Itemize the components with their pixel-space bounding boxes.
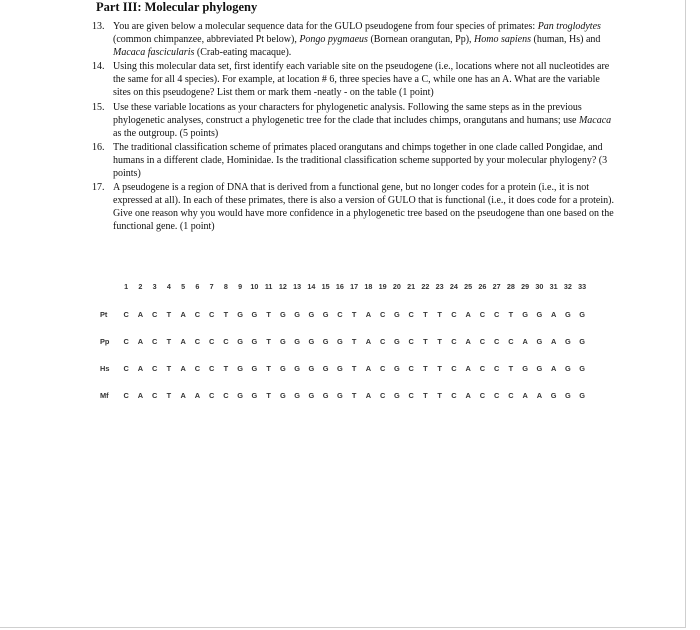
- question-text-segment: Use these variable locations as your characters for phylogenetic analysis. Following the same steps as in the previous phylogenetic analyses, construct a phylogenetic tree for the clade that includes chimps, orangutans and humans; use: [113, 101, 582, 126]
- nucleotide: C: [508, 390, 514, 400]
- nucleotide: C: [123, 363, 129, 373]
- nucleotide: G: [251, 390, 258, 400]
- nucleotide: C: [379, 390, 386, 400]
- nucleotide: T: [223, 363, 229, 373]
- nucleotide: C: [379, 336, 386, 346]
- nucleotide: G: [294, 390, 300, 400]
- nucleotide: C: [151, 390, 158, 400]
- position-number: 8: [223, 281, 228, 291]
- nucleotide: G: [579, 363, 585, 373]
- nucleotide: C: [223, 390, 229, 400]
- nucleotide: C: [493, 390, 500, 400]
- nucleotide: G: [308, 390, 315, 400]
- nucleotide: G: [565, 390, 571, 400]
- nucleotide: G: [394, 390, 400, 400]
- nucleotide: C: [408, 390, 414, 400]
- nucleotide: G: [280, 309, 286, 319]
- species-name: Pan troglodytes: [537, 21, 601, 32]
- nucleotide: G: [394, 309, 400, 319]
- sequence-row-hs: [100, 363, 589, 373]
- nucleotide: G: [536, 309, 543, 319]
- nucleotide: G: [322, 336, 329, 346]
- question-list: [92, 20, 616, 235]
- nucleotide: T: [166, 363, 172, 373]
- nucleotide: A: [465, 336, 471, 346]
- position-number: 14: [307, 281, 316, 291]
- nucleotide: G: [294, 336, 300, 346]
- question-text-segment: A pseudogene is a region of DNA that is derived from a functional gene, but no longer codes for a protein (i.e., it is not expressed at all). In each of these primates, there is also a version of GULO that is functional (i.e., it does code for a protein). Give one reason why you would have more confidence in a phylogenetic tree based on the pseudogene than one based on the functional gene. (1 point): [113, 182, 614, 233]
- question-text: [113, 101, 616, 140]
- nucleotide: G: [237, 363, 243, 373]
- nucleotide: C: [493, 363, 500, 373]
- sequence-row-pt: [100, 309, 589, 319]
- species-label: Hs: [100, 363, 110, 373]
- sequence-row-pp: [100, 336, 589, 346]
- nucleotide: T: [166, 309, 172, 319]
- question-17: [92, 181, 616, 233]
- nucleotide: C: [194, 363, 201, 373]
- question-text: [113, 141, 616, 180]
- question-number: 17.: [92, 182, 105, 194]
- question-13: [92, 20, 616, 59]
- position-number: 18: [364, 281, 373, 291]
- nucleotide: A: [194, 390, 201, 400]
- question-16: [92, 141, 616, 180]
- question-text-segment: (Bornean orangutan, Pp),: [367, 34, 475, 46]
- nucleotide: G: [251, 363, 258, 373]
- nucleotide: A: [365, 336, 372, 346]
- nucleotide: G: [280, 390, 286, 400]
- nucleotide: C: [208, 363, 215, 373]
- nucleotide: C: [493, 336, 500, 346]
- position-number: 4: [166, 281, 171, 291]
- position-number: 12: [278, 281, 287, 291]
- position-number: 24: [449, 281, 458, 291]
- nucleotide: C: [479, 336, 486, 346]
- nucleotide: C: [208, 390, 215, 400]
- nucleotide: C: [479, 363, 486, 373]
- nucleotide: T: [508, 309, 514, 319]
- question-text-segment: (Crab-eating macaque).: [194, 47, 292, 59]
- nucleotide: G: [308, 336, 315, 346]
- nucleotide: C: [151, 309, 158, 319]
- nucleotide: T: [437, 390, 442, 400]
- nucleotide: A: [137, 336, 144, 346]
- nucleotide: C: [151, 363, 158, 373]
- nucleotide: C: [508, 336, 514, 346]
- nucleotide: A: [550, 336, 557, 346]
- nucleotide: C: [451, 363, 457, 373]
- nucleotide: G: [280, 363, 286, 373]
- nucleotide: G: [294, 363, 300, 373]
- position-number: 28: [506, 281, 515, 291]
- question-number: 13.: [92, 21, 105, 32]
- nucleotide: T: [351, 363, 357, 373]
- nucleotide: G: [394, 336, 400, 346]
- nucleotide: T: [266, 363, 271, 373]
- row-spacer: [100, 319, 589, 336]
- position-number: 16: [335, 281, 344, 291]
- position-number: 5: [181, 281, 186, 291]
- nucleotide: C: [451, 336, 457, 346]
- nucleotide: T: [351, 309, 357, 319]
- sequence-row-mf: [100, 390, 589, 400]
- nucleotide: C: [479, 309, 486, 319]
- position-number: 23: [435, 281, 444, 291]
- nucleotide: C: [408, 363, 414, 373]
- nucleotide: A: [550, 363, 557, 373]
- species-label: Pt: [100, 309, 108, 319]
- nucleotide: G: [322, 309, 329, 319]
- nucleotide: G: [579, 336, 585, 346]
- row-spacer: [100, 373, 589, 390]
- nucleotide: G: [579, 390, 585, 400]
- nucleotide: A: [180, 390, 186, 400]
- nucleotide: G: [337, 363, 343, 373]
- nucleotide: G: [522, 309, 528, 319]
- nucleotide: C: [208, 309, 215, 319]
- position-number: 11: [264, 281, 273, 291]
- question-number: 16.: [92, 141, 105, 153]
- position-number: 19: [378, 281, 387, 291]
- nucleotide: G: [536, 363, 543, 373]
- nucleotide: T: [166, 390, 172, 400]
- sequence-table: [100, 281, 589, 400]
- position-number: 1: [124, 281, 129, 291]
- position-number: 22: [421, 281, 430, 291]
- nucleotide: G: [536, 336, 543, 346]
- nucleotide: A: [465, 363, 471, 373]
- position-number: 20: [392, 281, 401, 291]
- nucleotide: T: [423, 309, 428, 319]
- question-text-segment: (common chimpanzee, abbreviated Pt below),: [113, 34, 300, 46]
- nucleotide: C: [123, 309, 129, 319]
- position-header-row: [100, 281, 589, 291]
- nucleotide: G: [237, 309, 243, 319]
- nucleotide: T: [423, 390, 428, 400]
- position-number: 17: [350, 281, 359, 291]
- nucleotide: C: [408, 309, 414, 319]
- nucleotide: G: [337, 336, 343, 346]
- position-number: 7: [209, 281, 214, 291]
- nucleotide: C: [451, 390, 457, 400]
- nucleotide: C: [151, 336, 158, 346]
- nucleotide: C: [408, 336, 414, 346]
- nucleotide: T: [437, 336, 442, 346]
- position-number: 29: [521, 281, 530, 291]
- nucleotide: A: [522, 336, 528, 346]
- nucleotide: A: [137, 390, 144, 400]
- nucleotide: T: [266, 309, 271, 319]
- nucleotide: G: [337, 390, 343, 400]
- nucleotide: G: [579, 309, 585, 319]
- nucleotide: A: [137, 363, 144, 373]
- question-14: [92, 60, 616, 99]
- nucleotide: T: [351, 336, 357, 346]
- nucleotide: G: [394, 363, 400, 373]
- question-text-segment: You are given below a molecular sequence data for the GULO pseudogene from four species of primates:: [113, 21, 538, 32]
- nucleotide: G: [251, 336, 258, 346]
- question-number: 14.: [92, 61, 105, 73]
- species-label: Mf: [100, 390, 109, 400]
- nucleotide: A: [365, 363, 372, 373]
- nucleotide: T: [223, 309, 229, 319]
- nucleotide: C: [337, 309, 343, 319]
- position-number: 31: [549, 281, 558, 291]
- position-number: 25: [464, 281, 473, 291]
- species-name: Pongo pygmaeus: [299, 34, 368, 46]
- nucleotide: T: [423, 363, 428, 373]
- nucleotide: A: [365, 309, 372, 319]
- nucleotide: G: [308, 309, 315, 319]
- nucleotide: T: [423, 336, 428, 346]
- nucleotide: C: [123, 336, 129, 346]
- nucleotide: C: [194, 336, 201, 346]
- nucleotide: G: [322, 390, 329, 400]
- nucleotide: C: [379, 363, 386, 373]
- nucleotide: C: [479, 390, 486, 400]
- nucleotide: G: [251, 309, 258, 319]
- position-number: 15: [321, 281, 330, 291]
- question-text: [113, 181, 616, 233]
- nucleotide: A: [550, 309, 557, 319]
- nucleotide: A: [180, 336, 186, 346]
- nucleotide: T: [351, 390, 357, 400]
- section-title: Part III: Molecular phylogeny: [96, 0, 258, 14]
- position-number: 2: [138, 281, 143, 291]
- nucleotide: C: [208, 336, 215, 346]
- nucleotide: A: [180, 309, 186, 319]
- nucleotide: C: [493, 309, 500, 319]
- nucleotide: A: [137, 309, 144, 319]
- position-number: 27: [492, 281, 501, 291]
- nucleotide: G: [550, 390, 557, 400]
- position-number: 3: [152, 281, 157, 291]
- row-spacer: [100, 346, 589, 363]
- species-label: Pp: [100, 336, 110, 346]
- nucleotide: T: [508, 363, 514, 373]
- nucleotide: G: [565, 309, 571, 319]
- position-number: 32: [563, 281, 572, 291]
- position-number: 6: [195, 281, 200, 291]
- nucleotide: G: [294, 309, 300, 319]
- nucleotide: C: [194, 309, 201, 319]
- nucleotide: G: [565, 363, 571, 373]
- species-name: Macaca fascicularis: [113, 47, 195, 59]
- nucleotide: G: [322, 363, 329, 373]
- question-text-segment: The traditional classification scheme of primates placed orangutans and chimps together in one clade called Pongidae, and humans in a different clade, Hominidae. Is the traditional classification scheme supported by your molecular phylogeny? (3 points): [113, 141, 608, 180]
- question-text-segment: Using this molecular data set, first identify each variable site on the pseudogene (i.e., locations where not all nucleotides are the same for all 4 species). For example, at location # 6, three species have a C, while one has an A. What are the variable sites on this pseudogene? List them or mark them -neatly - on the table (1 point): [113, 61, 610, 99]
- nucleotide: T: [266, 390, 271, 400]
- question-text: [113, 20, 616, 59]
- nucleotide: A: [180, 363, 186, 373]
- nucleotide: G: [308, 363, 315, 373]
- species-name: Homo sapiens: [474, 34, 531, 46]
- nucleotide: A: [536, 390, 543, 400]
- question-text-segment: as the outgroup. (5 points): [113, 127, 219, 139]
- nucleotide: A: [465, 309, 471, 319]
- nucleotide: T: [266, 336, 271, 346]
- position-number: 30: [535, 281, 544, 291]
- position-number: 10: [250, 281, 259, 291]
- nucleotide: A: [365, 390, 372, 400]
- nucleotide: T: [166, 336, 172, 346]
- question-text: [113, 60, 616, 99]
- nucleotide: C: [223, 336, 229, 346]
- position-number: 9: [238, 281, 243, 291]
- question-15: [92, 101, 616, 140]
- nucleotide: G: [237, 390, 243, 400]
- row-spacer: [100, 291, 589, 309]
- nucleotide: G: [522, 363, 528, 373]
- nucleotide: A: [465, 390, 471, 400]
- position-number: 26: [478, 281, 487, 291]
- nucleotide: G: [237, 336, 243, 346]
- position-number: 33: [578, 281, 587, 291]
- nucleotide: C: [379, 309, 386, 319]
- species-name: Macaca: [578, 114, 612, 126]
- nucleotide: T: [437, 309, 442, 319]
- nucleotide: C: [451, 309, 457, 319]
- nucleotide: T: [437, 363, 442, 373]
- nucleotide: G: [565, 336, 571, 346]
- question-number: 15.: [92, 101, 105, 113]
- position-number: 13: [293, 281, 302, 291]
- nucleotide: A: [522, 390, 528, 400]
- position-number: 21: [407, 281, 416, 291]
- question-text-segment: (human, Hs) and: [530, 34, 601, 46]
- nucleotide: G: [280, 336, 286, 346]
- nucleotide: C: [123, 390, 129, 400]
